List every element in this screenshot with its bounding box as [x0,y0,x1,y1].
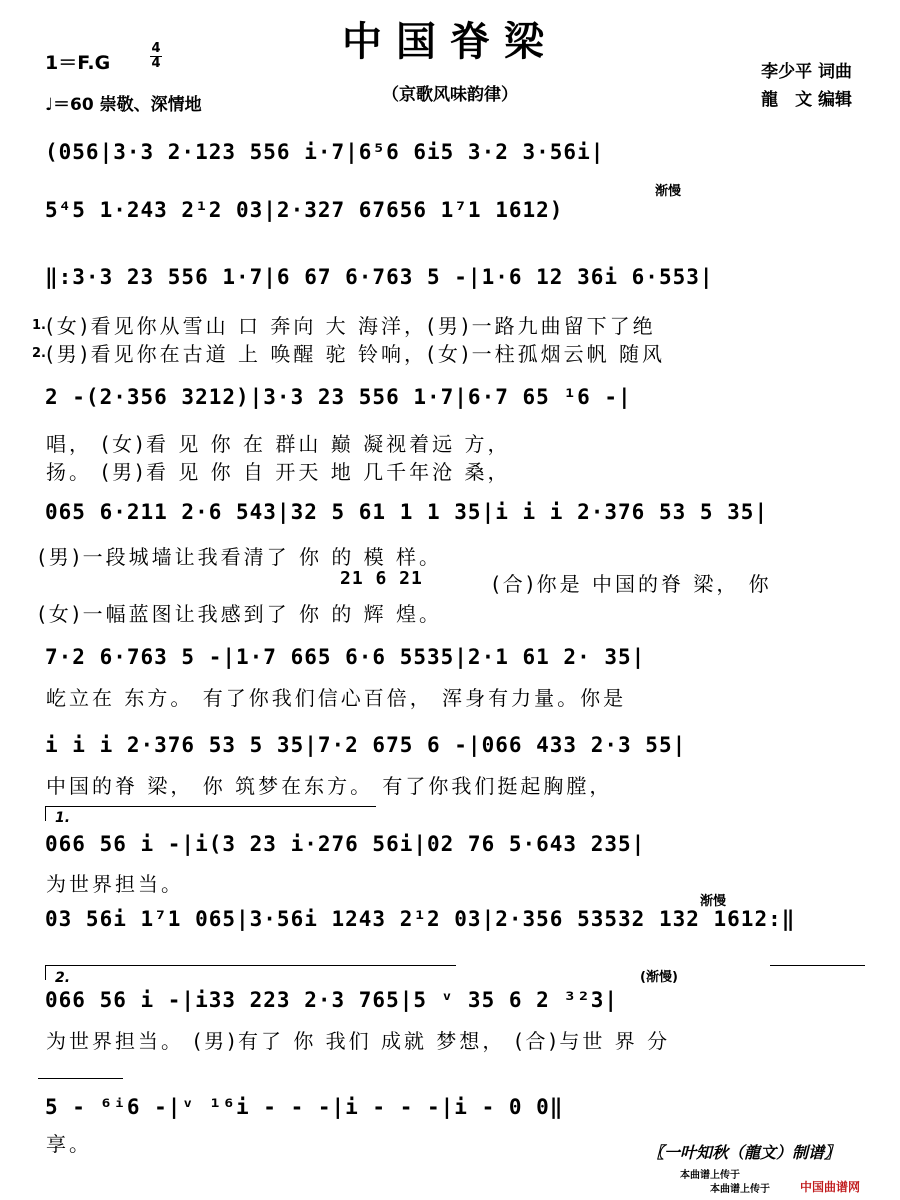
key-signature: 1＝F.G [45,52,111,74]
credits-block [761,58,852,114]
volta-bracket-2 [45,965,456,980]
lyric-line-6: (女)一幅蓝图让我感到了 你 的 辉 煌。 [38,602,443,626]
lyric-line-5: (男)一段城墙让我看清了 你 的 模 样。 [38,545,443,569]
volta-label-2: 2. [55,970,71,986]
lyric-line-1: (女)看见你从雪山 口 奔向 大 海洋，(男)一路九曲留下了绝 [46,314,656,338]
site-watermark: 中国曲谱网 [800,1180,861,1194]
score-row-3: ‖:3·3 23 556 1·7|6 67 6·763 5 -|1·6 12 36i 6·553| [45,265,714,289]
upload-note-2: 本曲谱上传于 [710,1184,770,1195]
score-row-9: 03 56i 1⁷1 065|3·56i 1243 2¹2 03|2·356 53532 132 1612:‖ [45,907,796,931]
time-signature-top: 4 [151,41,161,56]
lyric-line-8: 中国的脊 梁， 你 筑梦在东方。 有了你我们挺起胸膛， [46,774,613,798]
score-row-1: (056|3·3 2·123 556 i·7|6⁵6 6i5 3·2 3·56i| [45,140,605,164]
tempo-mark-rit-2: 渐慢 [700,894,727,909]
lyricist-credit: 李少平 词曲 [761,62,852,82]
lyric-line-chorus: (合)你是 中国的脊 梁， 你 [492,572,772,596]
score-row-10: 066 56 i -|i33 223 2·3 765|5 ᵛ 35 6 2 ³²3| [45,988,619,1012]
lyric-line-7: 屹立在 东方。 有了你我们信心百倍， 浑身有力量。你是 [46,686,627,710]
editor-credit: 龍 文 编辑 [761,90,852,110]
verse-number-2: 2. [32,346,46,361]
score-row-4: 2 -(2·356 3212)|3·3 23 556 1·7|6·7 65 ¹6 -| [45,385,632,409]
tempo-marking: ♩＝60 崇敬、深情地 [45,95,202,115]
score-row-5: 065 6·211 2·6 543|32 5 61 1 1 35|i i i 2·376 53 5 35| [45,500,769,524]
verse-number-1: 1. [32,318,46,333]
time-signature-bottom: 4 [151,56,161,71]
volta-bracket-3 [770,965,865,980]
score-inline-fragment: 21 6 21 [340,568,423,589]
lyric-line-10: 为世界担当。 (男)有了 你 我们 成就 梦想， (合)与世 界 分 [46,1029,671,1053]
lyric-line-11: 享。 [46,1132,92,1156]
lyric-line-3: 唱， (女)看 见 你 在 群山 巅 凝视着远 方， [46,432,511,456]
volta-label-1: 1. [55,810,71,826]
score-row-8: 066 56 i -|i(3 23 i·276 56i|02 76 5·643 235| [45,832,646,856]
score-row-11: 5 - ⁶ⁱ6 -|ᵛ ¹⁶i - - -|i - - -|i - 0 0‖ [45,1095,564,1119]
score-row-6: 7·2 6·763 5 -|1·7 665 6·6 5535|2·1 61 2· 35| [45,645,646,669]
volta-bracket-4 [38,1078,123,1093]
tempo-mark-rit-3: (渐慢) [640,970,678,985]
score-row-2: 5⁴5 1·243 2¹2 03|2·327 67656 1⁷1 1612) [45,198,564,222]
page-title: 中国脊梁 [342,18,558,65]
tempo-mark-rit: 渐慢 [655,184,682,199]
time-signature [150,42,162,71]
transcriber-credit: 〖一叶知秋（龍文）制谱〗 [647,1143,840,1162]
page-subtitle: （京歌风味韵律） [382,85,518,105]
score-row-7: i i i 2·376 53 5 35|7·2 675 6 -|066 433 2·3 55| [45,733,687,757]
volta-bracket-1 [45,806,376,821]
lyric-line-2: (男)看见你在古道 上 唤醒 驼 铃响，(女)一柱孤烟云帆 随风 [46,342,665,366]
lyric-line-9: 为世界担当。 [46,872,184,896]
upload-note-1: 本曲谱上传于 [680,1170,740,1181]
lyric-line-4: 扬。 (男)看 见 你 自 开天 地 几千年沧 桑， [46,460,511,484]
